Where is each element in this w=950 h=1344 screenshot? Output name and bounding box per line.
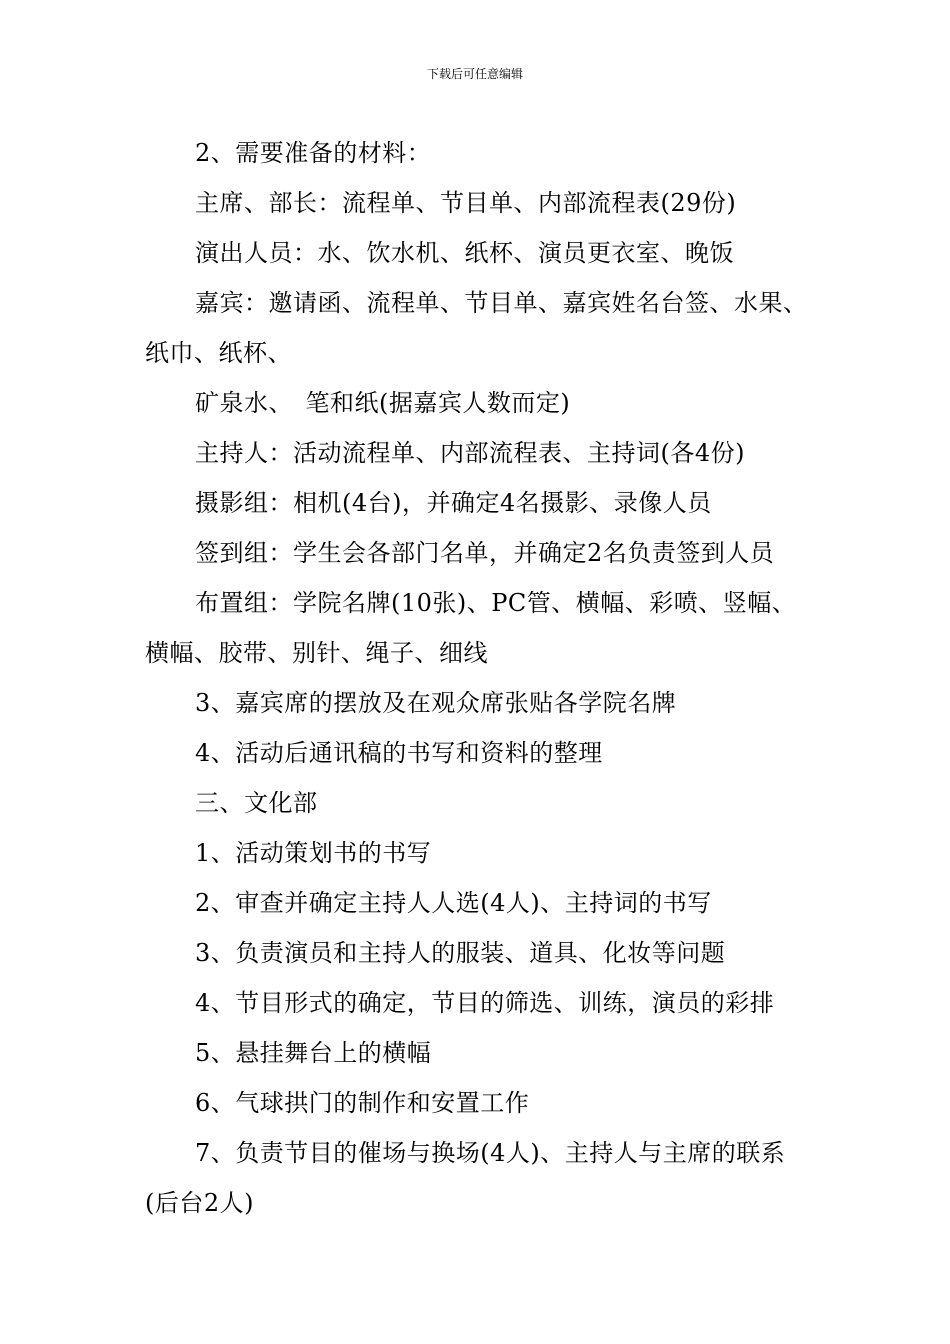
paragraph: 4、活动后通讯稿的书写和资料的整理 [195,739,603,767]
paragraph: 6、气球拱门的制作和安置工作 [195,1089,530,1117]
paragraph: 3、负责演员和主持人的服装、道具、化妆等问题 [195,939,726,967]
paragraph: 1、活动策划书的书写 [195,839,432,867]
section-heading: 三、文化部 [195,789,318,817]
document-body [145,128,815,1228]
paragraph: 2、需要准备的材料： [195,139,432,167]
paragraph: 7、负责节目的催场与换场(4人)、主持人与主席的联系(后台2人) [145,1139,786,1217]
paragraph: 3、嘉宾席的摆放及在观众席张贴各学院名牌 [195,689,677,717]
paragraph: 摄影组：相机(4台)，并确定4名摄影、录像人员 [195,489,712,517]
page-header: 下载后可任意编辑 [426,67,523,81]
paragraph: 主持人：活动流程单、内部流程表、主持词(各4份) [195,439,745,467]
paragraph: 演出人员：水、饮水机、纸杯、演员更衣室、晚饭 [195,239,734,267]
paragraph: 主席、部长：流程单、节目单、内部流程表(29份) [195,189,737,217]
paragraph: 5、悬挂舞台上的横幅 [195,1039,432,1067]
paragraph: 布置组：学院名牌(10张)、PC管、横幅、彩喷、竖幅、横幅、胶带、别针、绳子、细线 [145,589,797,667]
paragraph: 2、审查并确定主持人人选(4人)、主持词的书写 [195,889,712,917]
paragraph: 矿泉水、 笔和纸(据嘉宾人数而定) [195,389,571,417]
paragraph: 嘉宾：邀请函、流程单、节目单、嘉宾姓名台签、水果、纸巾、纸杯、 [145,289,808,367]
paragraph: 4、节目形式的确定，节目的筛选、训练，演员的彩排 [195,989,775,1017]
paragraph: 签到组：学生会各部门名单，并确定2名负责签到人员 [195,539,775,567]
